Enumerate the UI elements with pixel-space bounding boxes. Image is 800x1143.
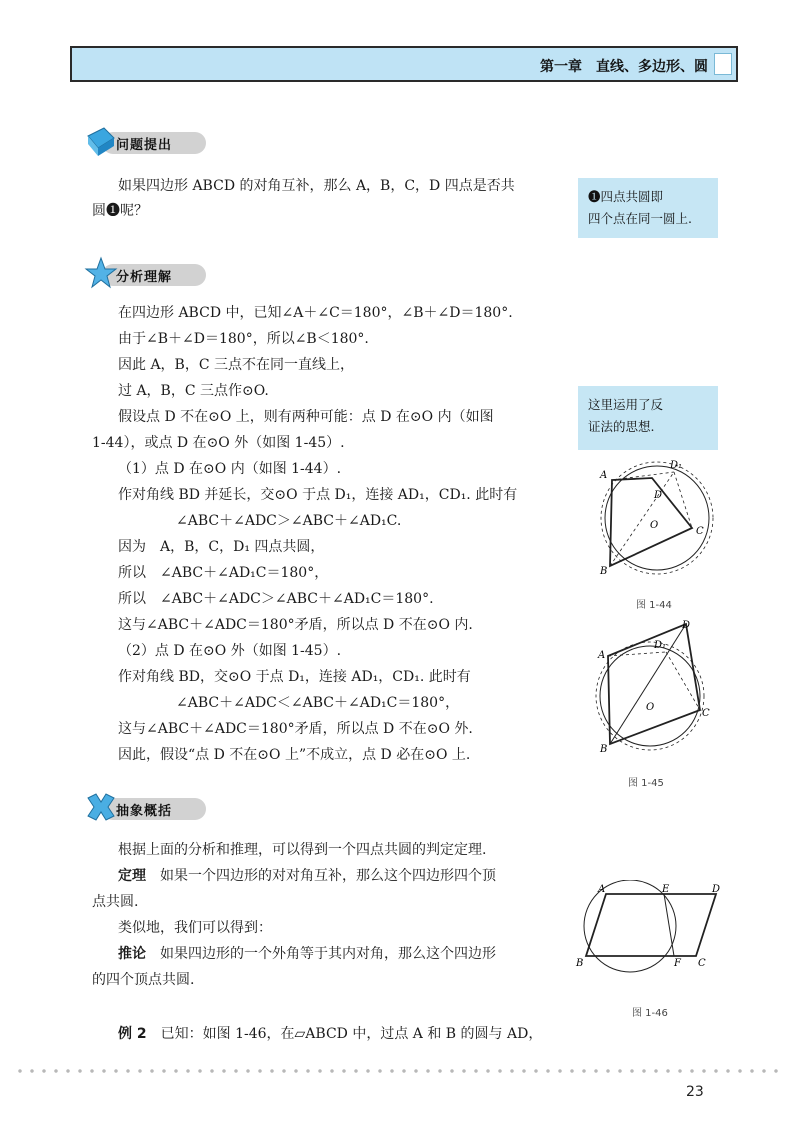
corollary-label: 推论 <box>118 946 146 962</box>
side-note-2-line-1: 这里运用了反 <box>588 397 664 412</box>
figure-1-44 <box>592 458 722 583</box>
side-note-2 <box>578 386 718 450</box>
fig46-label-A: A <box>598 884 606 895</box>
analysis-line: 假设点 D 不在⊙O 上，则有两种可能：点 D 在⊙O 内（如图 <box>118 409 494 425</box>
section-label: 分析理解 <box>116 270 173 285</box>
theorem-line-1 <box>118 866 496 886</box>
analysis-line: 因为 A，B，C，D₁ 四点共圆， <box>118 539 325 555</box>
star-emblem-icon <box>84 256 118 290</box>
figure-1-45 <box>592 618 722 758</box>
fig45-label-C: C <box>702 708 710 719</box>
header-corner-mark <box>714 53 732 75</box>
analysis-line: （1）点 D 在⊙O 内（如图 1-44）. <box>118 461 342 477</box>
analysis-line: 所以 ∠ABC＋∠ADC＞∠ABC＋∠AD₁C＝180°. <box>118 591 434 607</box>
side-note-1-line-2: 四个点在同一圆上. <box>588 211 692 226</box>
analysis-line: 这与∠ABC＋∠ADC＝180°矛盾，所以点 D 不在⊙O 外. <box>118 721 473 737</box>
corollary-line-2: 的四个顶点共圆. <box>92 972 195 988</box>
analysis-line: 作对角线 BD 并延长，交⊙O 于点 D₁，连接 AD₁，CD₁. 此时有 <box>118 487 518 503</box>
fig44-label-D: D <box>654 490 663 501</box>
abstract-intro-line: 根据上面的分析和推理，可以得到一个四点共圆的判定定理. <box>118 842 487 858</box>
section-label: 抽象概括 <box>116 804 173 819</box>
section-heading-abstract <box>84 790 214 824</box>
cross-emblem-icon <box>84 790 118 824</box>
side-note-1-line-1: ❶四点共圆即 <box>588 189 664 204</box>
fig46-label-F: F <box>674 958 681 969</box>
fig45-circle <box>600 646 700 746</box>
side-note-1 <box>578 178 718 238</box>
analysis-line: 因此，假设“点 D 不在⊙O 上”不成立，点 D 必在⊙O 上. <box>118 747 471 763</box>
problem-text-line-2: 圆❶呢？ <box>92 203 148 219</box>
analysis-line: 由于∠B＋∠D＝180°，所以∠B＜180°. <box>118 331 369 347</box>
footer-dotted-rule <box>14 1068 786 1074</box>
section-heading-problem <box>84 124 214 158</box>
figure-1-44-caption: 图 1-44 <box>636 600 672 611</box>
section-heading-analysis <box>84 256 214 290</box>
fig46-segment-EF <box>664 894 674 956</box>
analysis-line: 因此 A，B，C 三点不在同一直线上， <box>118 357 355 373</box>
theorem-label: 定理 <box>118 868 146 884</box>
example-line <box>118 1024 542 1044</box>
analysis-line: 所以 ∠ABC＋∠AD₁C＝180°， <box>118 565 329 581</box>
figure-1-46 <box>570 880 730 980</box>
example-text: 已知：如图 1-46，在▱ABCD 中，过点 A 和 B 的圆与 AD， <box>160 1026 543 1042</box>
fig45-label-D: D <box>682 620 691 631</box>
fig44-segment-CD1 <box>674 472 692 528</box>
fig46-label-B: B <box>576 958 584 969</box>
corollary-text: 如果四边形的一个外角等于其内对角，那么这个四边形 <box>160 946 496 962</box>
fig46-label-D: D <box>712 884 721 895</box>
fig44-label-A: A <box>600 470 608 481</box>
analysis-line: 作对角线 BD，交⊙O 于点 D₁，连接 AD₁，CD₁. 此时有 <box>118 669 471 685</box>
fig45-label-D1: D₁ <box>654 640 667 651</box>
fig45-label-A: A <box>598 650 606 661</box>
fig45-label-O: O <box>646 702 655 713</box>
fig45-label-B: B <box>600 744 608 755</box>
fig44-label-O: O <box>650 520 659 531</box>
fig46-label-E: E <box>662 884 670 895</box>
figure-1-45-caption: 图 1-45 <box>628 778 664 789</box>
analysis-line: 1-44），或点 D 在⊙O 外（如图 1-45）. <box>92 435 345 451</box>
theorem-text: 如果一个四边形的对对角互补，那么这个四边形四个顶 <box>160 868 496 884</box>
side-note-2-line-2: 证法的思想. <box>588 419 655 434</box>
example-label: 例 2 <box>118 1026 147 1042</box>
analysis-line: ∠ABC＋∠ADC＜∠ABC＋∠AD₁C＝180°， <box>176 695 460 711</box>
fig44-circle <box>605 466 709 570</box>
corollary-line-1 <box>118 944 496 964</box>
figure-1-46-caption: 图 1-46 <box>632 1008 668 1019</box>
section-label: 问题提出 <box>116 138 173 153</box>
fig44-label-B: B <box>600 566 608 577</box>
page-number: 23 <box>686 1084 704 1100</box>
analysis-line: 在四边形 ABCD 中，已知∠A＋∠C＝180°，∠B＋∠D＝180°. <box>118 305 513 321</box>
problem-text-line-1: 如果四边形 ABCD 的对角互补，那么 A，B，C，D 四点是否共 <box>118 178 515 194</box>
fig44-label-C: C <box>696 526 704 537</box>
theorem-line-2: 点共圆. <box>92 894 139 910</box>
analysis-line: （2）点 D 在⊙O 外（如图 1-45）. <box>118 643 342 659</box>
fig46-label-C: C <box>698 958 706 969</box>
analysis-line: 这与∠ABC＋∠ADC＝180°矛盾，所以点 D 不在⊙O 内. <box>118 617 473 633</box>
similar-line: 类似地，我们可以得到： <box>118 920 272 936</box>
analysis-line: ∠ABC＋∠ADC＞∠ABC＋∠AD₁C. <box>176 513 402 529</box>
fig44-label-D1: D₁ <box>670 460 683 471</box>
chapter-header-bar <box>70 46 738 82</box>
fig45-dashed-circle <box>596 642 704 750</box>
fig46-parallelogram <box>586 894 716 956</box>
fig44-dashed-circle <box>601 462 713 574</box>
chapter-title: 第一章 直线、多边形、圆 <box>540 59 708 75</box>
analysis-line: 过 A，B，C 三点作⊙O. <box>118 383 269 399</box>
book-emblem-icon <box>84 124 118 158</box>
